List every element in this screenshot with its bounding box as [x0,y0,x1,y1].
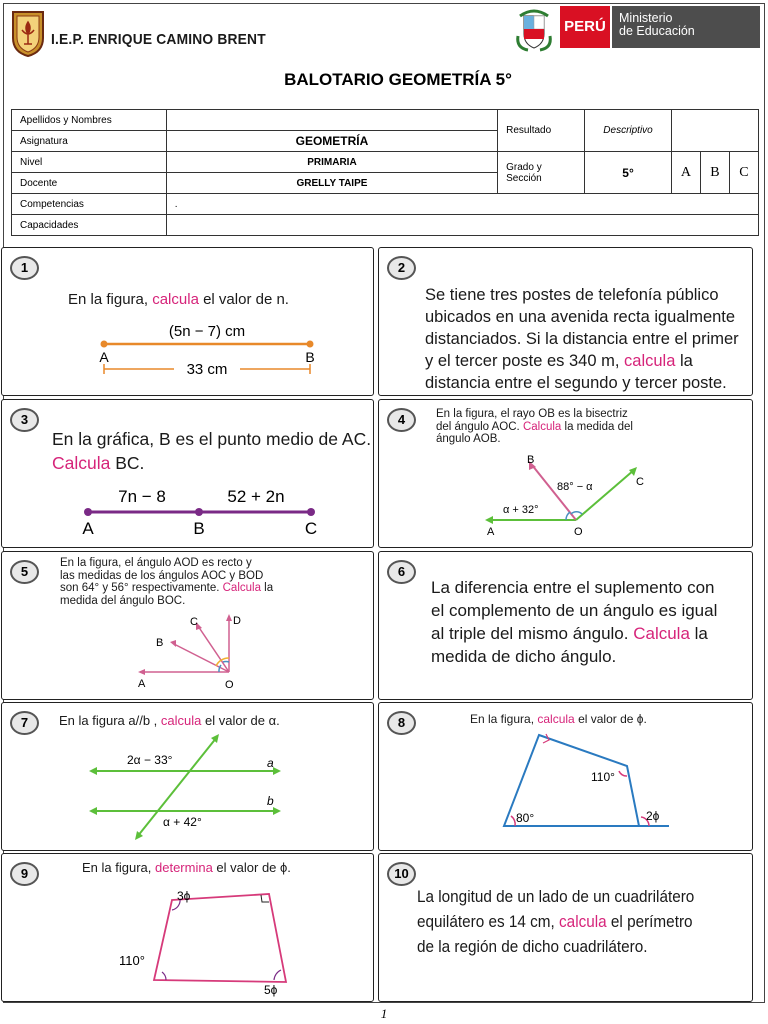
angle-110-label: 110° [591,770,615,784]
competencias-value[interactable]: . [166,194,758,215]
angle-aob-label: α + 32° [503,504,539,516]
page-title: BALOTARIO GEOMETRÍA 5° [284,70,512,89]
section-b[interactable]: B [700,152,729,194]
problem-text: En la figura a//b , calcula el valor de α. [59,713,280,728]
problem-8 [378,702,753,851]
point-b-label: B [193,519,205,538]
section-c[interactable]: C [729,152,758,194]
point-d-label: D [233,615,241,627]
problem-number: 2 [387,256,416,280]
problem-number: 4 [387,408,416,432]
segment-length-label: (5n − 7) cm [168,323,246,340]
capacidades-value[interactable] [166,215,758,236]
resultado-value[interactable] [671,110,758,152]
ministry-label [612,6,760,48]
angle-3phi-label: 3ϕ [177,889,191,903]
problem-number: 3 [10,408,39,432]
peru-shield-icon [514,6,554,52]
problem-10 [378,853,753,1002]
line-b-label: b [267,794,274,808]
school-name: I.E.P. ENRIQUE CAMINO BRENT [51,31,266,48]
problem-7 [1,702,374,851]
angle-5phi-label: 5ϕ [264,983,278,997]
segment-bc-label: 52 + 2n [227,487,285,506]
problem-number: 9 [10,862,39,886]
point-a-label: A [82,519,94,538]
point-o-label: O [574,526,583,538]
peru-label: PERÚ [560,6,610,48]
descriptivo-label: Descriptivo [585,110,672,152]
point-a-label: A [138,678,146,690]
capacidades-label: Capacidades [12,215,167,236]
point-a-label: A [99,349,109,365]
point-b-label: B [305,349,315,365]
problem-9 [1,853,374,1002]
angle-2phi-label: 2ϕ [646,809,660,823]
resultado-label: Resultado [498,110,585,152]
grado-value: 5° [585,152,672,194]
problem-text: Se tiene tres postes de telefonía público ubicados en una avenida recta igualmente distanciados. Si la distancia entre el primer y el tercer poste es 340 m, calcula la distancia entre el segundo y tercer poste. [425,286,739,392]
docente-value: GRELLY TAIPE [166,173,497,194]
angle-80-label: 80° [516,811,535,825]
point-a-label: A [487,526,495,538]
page-number: 1 [380,1006,388,1021]
problem-text: En la figura, determina el valor de ϕ. [82,860,291,875]
problem-number: 6 [387,560,416,584]
quadrilateral-figure [499,731,679,835]
segment-figure [72,484,342,540]
problem-text: En la figura, el ángulo AOD es recto y las medidas de los ángulos AOC y BOD son 64° y 56° respectivamente. Calcula la medida del ángulo BOC. [60,557,274,607]
docente-label: Docente [12,173,167,194]
competencias-label: Competencias [12,194,167,215]
ministry-line1: Ministerio [619,11,673,25]
parallel-lines-figure [87,733,287,843]
point-c-label: C [636,476,644,488]
problem-text: En la figura, calcula el valor de n. [68,291,289,308]
angle-bottom-label: α + 42° [163,815,202,829]
apellidos-label: Apellidos y Nombres [12,110,167,131]
problem-6 [378,551,753,700]
problem-text: En la gráfica, B es el punto medio de AC. Calcula BC. [52,429,372,473]
point-o-label: O [225,679,234,691]
point-b-label: B [527,454,535,466]
problem-number: 1 [10,256,39,280]
student-info-table [11,109,759,236]
nivel-label: Nivel [12,152,167,173]
angle-top-label: 2α − 33° [127,753,173,767]
quadrilateral-figure [114,882,294,998]
segment-figure [82,320,342,380]
angle-boc-label: 88° − α [557,481,593,493]
asignatura-label: Asignatura [12,131,167,152]
apellidos-value[interactable] [166,110,497,131]
problem-4 [378,399,753,548]
problem-2 [378,247,753,396]
point-c-label: C [190,616,198,628]
segment-ab-label: 7n − 8 [118,487,166,506]
problem-number: 5 [10,560,39,584]
problem-1 [1,247,374,396]
grado-label-line1: Grado y [506,161,542,173]
problem-text: La diferencia entre el suplemento con el complemento de un ángulo es igual al triple del mismo ángulo. Calcula la medida de dicho ángulo. [431,578,718,666]
total-length-label: 33 cm [186,361,228,378]
angle-110-label: 110° [119,953,145,968]
nivel-value: PRIMARIA [166,152,497,173]
problem-text: La longitud de un lado de un cuadrilátero equilátero es 14 cm, calcula el perímetro de la región de dicho cuadrilátero. [417,887,695,956]
angle-figure [132,612,262,692]
ministry-line2: de Educación [619,24,695,38]
point-c-label: C [304,519,318,538]
angle-figure [479,455,659,545]
point-b-label: B [156,637,164,649]
section-a[interactable]: A [671,152,700,194]
problem-3 [1,399,374,548]
problem-5 [1,551,374,700]
problem-text: En la figura, el rayo OB es la bisectriz del ángulo AOC. Calcula la medida del ángulo AOB. [436,408,633,445]
grado-label-line2: Sección [506,172,542,184]
line-a-label: a [267,756,274,770]
problem-number: 10 [387,862,416,886]
problem-text: En la figura, calcula el valor de ϕ. [470,712,647,726]
school-crest-icon [10,8,46,58]
problem-number: 7 [10,711,39,735]
problem-number: 8 [387,711,416,735]
asignatura-value: GEOMETRÍA [166,131,497,152]
grado-label [498,152,585,194]
